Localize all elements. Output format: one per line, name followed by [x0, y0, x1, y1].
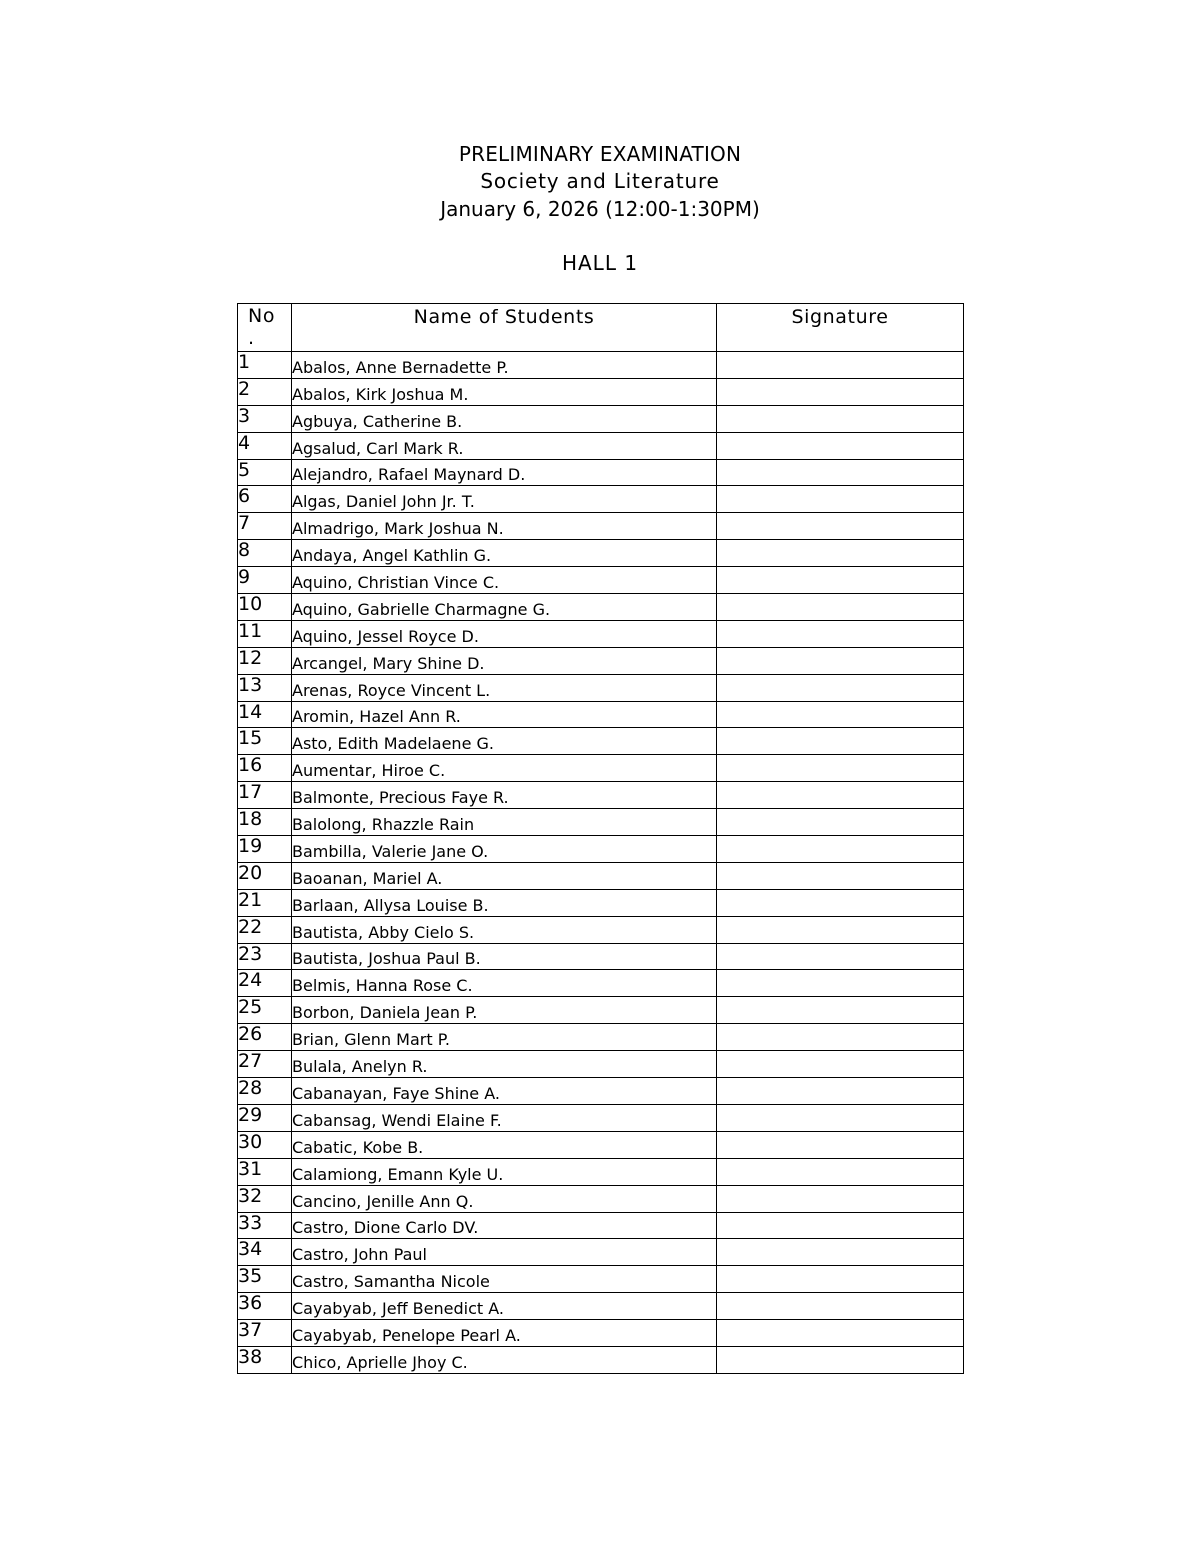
table-row: [238, 701, 964, 728]
row-number: 18: [238, 809, 292, 836]
table-row: [238, 567, 964, 594]
student-name: Cayabyab, Penelope Pearl A.: [292, 1320, 717, 1347]
signature-cell[interactable]: [717, 809, 964, 836]
table-row: [238, 1320, 964, 1347]
row-number: 35: [238, 1266, 292, 1293]
signature-cell[interactable]: [717, 1104, 964, 1131]
table-row: [238, 1104, 964, 1131]
student-name: Almadrigo, Mark Joshua N.: [292, 513, 717, 540]
row-number: 1: [238, 352, 292, 379]
table-body: [238, 352, 964, 1374]
student-name: Bautista, Joshua Paul B.: [292, 943, 717, 970]
signature-cell[interactable]: [717, 1320, 964, 1347]
signature-cell[interactable]: [717, 1131, 964, 1158]
table-header-row: [238, 304, 964, 352]
student-name: Calamiong, Emann Kyle U.: [292, 1158, 717, 1185]
table-row: [238, 594, 964, 621]
row-number: 26: [238, 1024, 292, 1051]
signature-cell[interactable]: [717, 997, 964, 1024]
row-number: 31: [238, 1158, 292, 1185]
row-number: 33: [238, 1212, 292, 1239]
signature-cell[interactable]: [717, 1293, 964, 1320]
student-name: Cabatic, Kobe B.: [292, 1131, 717, 1158]
table-row: [238, 1185, 964, 1212]
exam-title: PRELIMINARY EXAMINATION: [458, 142, 742, 166]
row-number: 27: [238, 1051, 292, 1078]
row-number: 4: [238, 432, 292, 459]
signature-cell[interactable]: [717, 352, 964, 379]
table-row: [238, 728, 964, 755]
signature-cell[interactable]: [717, 1078, 964, 1105]
table-row: [238, 1266, 964, 1293]
row-number: 29: [238, 1104, 292, 1131]
table-row: [238, 1212, 964, 1239]
student-name: Asto, Edith Madelaene G.: [292, 728, 717, 755]
student-name: Aumentar, Hiroe C.: [292, 755, 717, 782]
table-row: [238, 1346, 964, 1373]
table-row: [238, 1293, 964, 1320]
table-row: [238, 513, 964, 540]
student-name: Cayabyab, Jeff Benedict A.: [292, 1293, 717, 1320]
row-number: 9: [238, 567, 292, 594]
student-name: Abalos, Kirk Joshua M.: [292, 378, 717, 405]
student-name: Castro, Dione Carlo DV.: [292, 1212, 717, 1239]
row-number: 14: [238, 701, 292, 728]
subject-name: Society and Literature: [480, 169, 720, 193]
signature-cell[interactable]: [717, 728, 964, 755]
student-name: Cabansag, Wendi Elaine F.: [292, 1104, 717, 1131]
table-row: [238, 809, 964, 836]
signature-cell[interactable]: [717, 1346, 964, 1373]
student-name: Borbon, Daniela Jean P.: [292, 997, 717, 1024]
table-row: [238, 782, 964, 809]
student-name: Chico, Aprielle Jhoy C.: [292, 1346, 717, 1373]
student-name: Cancino, Jenille Ann Q.: [292, 1185, 717, 1212]
student-name: Alejandro, Rafael Maynard D.: [292, 459, 717, 486]
column-header-no: [238, 304, 292, 352]
row-number: 37: [238, 1320, 292, 1347]
table-row: [238, 1239, 964, 1266]
signature-cell[interactable]: [717, 836, 964, 863]
row-number: 2: [238, 378, 292, 405]
table-row: [238, 674, 964, 701]
table-row: [238, 459, 964, 486]
signature-cell[interactable]: [717, 1212, 964, 1239]
table-row: [238, 997, 964, 1024]
student-name: Arenas, Royce Vincent L.: [292, 674, 717, 701]
table-row: [238, 836, 964, 863]
student-name: Aquino, Gabrielle Charmagne G.: [292, 594, 717, 621]
row-number: 36: [238, 1293, 292, 1320]
exam-date: January 6, 2026 (12:00-1:30PM): [440, 197, 760, 221]
student-name: Castro, Samantha Nicole: [292, 1266, 717, 1293]
table-row: [238, 432, 964, 459]
signature-cell[interactable]: [717, 1024, 964, 1051]
row-number: 38: [238, 1346, 292, 1373]
row-number: 11: [238, 620, 292, 647]
student-name: Balmonte, Precious Faye R.: [292, 782, 717, 809]
column-header-signature: Signature: [717, 304, 964, 352]
signature-cell[interactable]: [717, 378, 964, 405]
row-number: 10: [238, 594, 292, 621]
student-name: Arcangel, Mary Shine D.: [292, 647, 717, 674]
row-number: 17: [238, 782, 292, 809]
row-number: 22: [238, 916, 292, 943]
table-row: [238, 889, 964, 916]
row-number: 21: [238, 889, 292, 916]
hall-label: HALL 1: [561, 251, 639, 275]
signature-cell[interactable]: [717, 1185, 964, 1212]
table-row: [238, 1158, 964, 1185]
signature-cell[interactable]: [717, 405, 964, 432]
table-row: [238, 486, 964, 513]
signature-cell[interactable]: [717, 594, 964, 621]
table-row: [238, 1024, 964, 1051]
table-row: [238, 378, 964, 405]
row-number: 7: [238, 513, 292, 540]
signature-cell[interactable]: [717, 486, 964, 513]
row-number: 13: [238, 674, 292, 701]
row-number: 5: [238, 459, 292, 486]
table-row: [238, 862, 964, 889]
student-name: Castro, John Paul: [292, 1239, 717, 1266]
signature-cell[interactable]: [717, 1266, 964, 1293]
student-name: Algas, Daniel John Jr. T.: [292, 486, 717, 513]
row-number: 34: [238, 1239, 292, 1266]
signature-cell[interactable]: [717, 432, 964, 459]
row-number: 19: [238, 836, 292, 863]
signature-cell[interactable]: [717, 970, 964, 997]
table-row: [238, 540, 964, 567]
student-name: Bulala, Anelyn R.: [292, 1051, 717, 1078]
row-number: 15: [238, 728, 292, 755]
table-row: [238, 1051, 964, 1078]
signature-cell[interactable]: [717, 620, 964, 647]
table-row: [238, 647, 964, 674]
table-row: [238, 1131, 964, 1158]
row-number: 6: [238, 486, 292, 513]
column-header-no-text: No .: [248, 305, 276, 349]
signature-cell[interactable]: [717, 513, 964, 540]
row-number: 12: [238, 647, 292, 674]
student-name: Aquino, Jessel Royce D.: [292, 620, 717, 647]
student-name: Agbuya, Catherine B.: [292, 405, 717, 432]
student-name: Belmis, Hanna Rose C.: [292, 970, 717, 997]
student-name: Balolong, Rhazzle Rain: [292, 809, 717, 836]
signature-cell[interactable]: [717, 459, 964, 486]
student-name: Bautista, Abby Cielo S.: [292, 916, 717, 943]
table-row: [238, 916, 964, 943]
table-row: [238, 970, 964, 997]
signature-cell[interactable]: [717, 567, 964, 594]
column-header-name: Name of Students: [292, 304, 717, 352]
student-name: Andaya, Angel Kathlin G.: [292, 540, 717, 567]
signature-cell[interactable]: [717, 1158, 964, 1185]
signature-cell[interactable]: [717, 647, 964, 674]
signature-cell[interactable]: [717, 862, 964, 889]
signature-cell[interactable]: [717, 540, 964, 567]
student-name: Brian, Glenn Mart P.: [292, 1024, 717, 1051]
row-number: 20: [238, 862, 292, 889]
signature-cell[interactable]: [717, 701, 964, 728]
table-row: [238, 405, 964, 432]
signature-cell[interactable]: [717, 889, 964, 916]
row-number: 25: [238, 997, 292, 1024]
row-number: 24: [238, 970, 292, 997]
student-name: Agsalud, Carl Mark R.: [292, 432, 717, 459]
table-row: [238, 620, 964, 647]
student-name: Aromin, Hazel Ann R.: [292, 701, 717, 728]
table-row: [238, 352, 964, 379]
row-number: 8: [238, 540, 292, 567]
student-name: Bambilla, Valerie Jane O.: [292, 836, 717, 863]
table-row: [238, 943, 964, 970]
row-number: 30: [238, 1131, 292, 1158]
student-name: Barlaan, Allysa Louise B.: [292, 889, 717, 916]
signature-cell[interactable]: [717, 943, 964, 970]
signature-cell[interactable]: [717, 755, 964, 782]
student-name: Aquino, Christian Vince C.: [292, 567, 717, 594]
signature-cell[interactable]: [717, 674, 964, 701]
signature-cell[interactable]: [717, 782, 964, 809]
signature-cell[interactable]: [717, 1051, 964, 1078]
table-row: [238, 755, 964, 782]
attendance-table: [237, 303, 964, 1374]
student-name: Cabanayan, Faye Shine A.: [292, 1078, 717, 1105]
table-row: [238, 1078, 964, 1105]
student-name: Abalos, Anne Bernadette P.: [292, 352, 717, 379]
row-number: 32: [238, 1185, 292, 1212]
row-number: 3: [238, 405, 292, 432]
signature-cell[interactable]: [717, 916, 964, 943]
row-number: 23: [238, 943, 292, 970]
signature-cell[interactable]: [717, 1239, 964, 1266]
student-name: Baoanan, Mariel A.: [292, 862, 717, 889]
row-number: 28: [238, 1078, 292, 1105]
row-number: 16: [238, 755, 292, 782]
